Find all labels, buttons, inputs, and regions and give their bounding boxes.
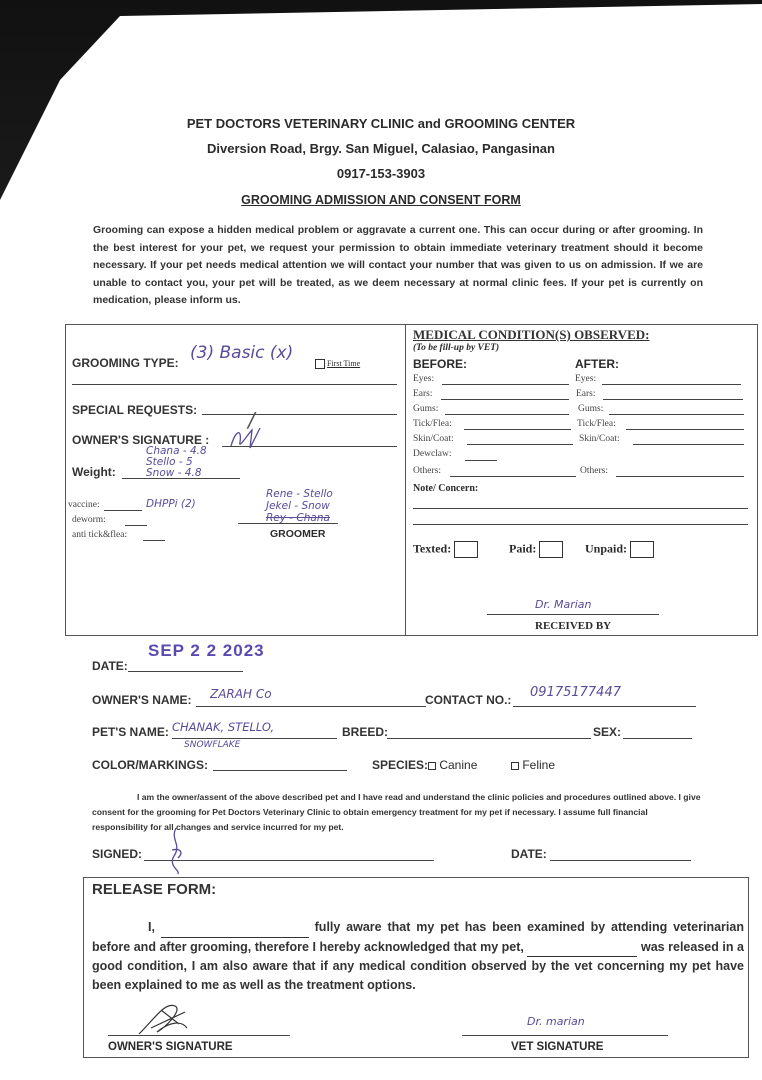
before-skin-label: Skin/Coat:	[413, 434, 454, 444]
canine-checkbox[interactable]	[428, 762, 436, 770]
release-pet-field[interactable]	[527, 938, 637, 958]
panel-divider	[405, 324, 406, 636]
owner-name-label: OWNER'S NAME:	[92, 693, 192, 707]
owner-release-label: OWNER'S SIGNATURE	[108, 1041, 233, 1053]
date-label: DATE:	[92, 659, 128, 673]
after-eyes-label: Eyes:	[575, 374, 597, 384]
vaccine-label: vaccine:	[68, 500, 100, 510]
before-others-field[interactable]	[450, 476, 576, 477]
paid-label: Paid:	[509, 541, 537, 556]
canine-option[interactable]	[428, 758, 477, 772]
weight-entry: Chana - 4.8	[146, 445, 207, 457]
paid-option[interactable]	[509, 541, 563, 558]
before-gums-label: Gums:	[413, 404, 439, 414]
special-requests-field[interactable]	[202, 414, 397, 415]
release-text-2: fully aware that my pet has been examined by attending veterinarian before and after grooming, therefore I hereby acknowledged that my pet,	[92, 920, 744, 954]
clinic-name: PET DOCTORS VETERINARY CLINIC and GROOMING CENTER	[186, 116, 576, 131]
weight-entry: Snow - 4.8	[146, 467, 202, 479]
owner-release-line[interactable]	[108, 1035, 290, 1036]
owner-name-field[interactable]	[196, 706, 426, 707]
unpaid-checkbox[interactable]	[630, 541, 654, 558]
feline-option[interactable]	[511, 758, 555, 772]
first-time-label: First Time	[327, 359, 361, 368]
release-name-field[interactable]	[161, 918, 309, 938]
unpaid-label: Unpaid:	[585, 541, 628, 556]
breed-field[interactable]	[387, 738, 591, 739]
breed-label: BREED:	[342, 725, 389, 739]
signed-signature	[160, 826, 192, 876]
dewclaw-label: Dewclaw:	[413, 449, 452, 459]
after-others-label: Others:	[580, 466, 608, 476]
groomer-notes	[266, 488, 333, 524]
before-gums-field[interactable]	[445, 414, 569, 415]
color-field[interactable]	[213, 770, 347, 771]
grooming-type-label: GROOMING TYPE:	[72, 356, 179, 370]
after-gums-field[interactable]	[609, 414, 744, 415]
first-time-option[interactable]	[315, 359, 360, 369]
sex-label: SEX:	[593, 725, 622, 739]
received-by-label: RECEIVED BY	[535, 620, 612, 632]
after-tick-label: Tick/Flea:	[577, 419, 616, 429]
date-stamp: SEP 2 2 2023	[148, 641, 265, 660]
groomer-note: Rene - Stello	[266, 488, 333, 500]
form-title: GROOMING ADMISSION AND CONSENT FORM	[241, 193, 521, 207]
received-signature: Dr. Marian	[535, 598, 592, 611]
deworm-field[interactable]	[125, 525, 147, 526]
contact-label: CONTACT NO.:	[425, 693, 512, 707]
after-ears-field[interactable]	[603, 399, 743, 400]
pet-name-label: PET'S NAME:	[92, 725, 169, 739]
texted-label: Texted:	[413, 541, 452, 556]
vaccine-field[interactable]	[104, 510, 142, 511]
vet-signature-label: VET SIGNATURE	[511, 1041, 604, 1053]
vet-signature-line[interactable]	[462, 1035, 668, 1036]
groomer-note: Rey - Chana	[266, 512, 330, 524]
contact-value: 09175177447	[530, 685, 621, 700]
canine-label: Canine	[439, 758, 478, 772]
note-line-2[interactable]	[413, 524, 748, 525]
before-eyes-label: Eyes:	[413, 374, 435, 384]
pet-name-field[interactable]	[172, 738, 337, 739]
after-eyes-field[interactable]	[602, 384, 741, 385]
owner-signature-scribble	[226, 424, 266, 454]
after-tick-field[interactable]	[626, 429, 744, 430]
vaccine-value: DHPPi (2)	[146, 498, 196, 510]
pet-name-value-2: SNOWFLAKE	[184, 740, 241, 750]
medical-title: MEDICAL CONDITION(S) OBSERVED:	[413, 327, 650, 342]
release-title: RELEASE FORM:	[92, 881, 217, 898]
before-skin-field[interactable]	[467, 444, 573, 445]
after-skin-field[interactable]	[633, 444, 744, 445]
owner-release-signature	[135, 998, 195, 1040]
release-text-3: was released in a good condition, I am also aware that if any medical condition observed by the vet concerning my pet have been explained to me as well as the treatment options.	[92, 939, 744, 992]
before-tick-field[interactable]	[464, 429, 571, 430]
owner-name-value: ZARAH Co	[210, 687, 272, 701]
pet-name-value: CHANAK, STELLO,	[172, 720, 275, 734]
color-label: COLOR/MARKINGS:	[92, 758, 208, 772]
feline-checkbox[interactable]	[511, 762, 519, 770]
paid-checkbox[interactable]	[539, 541, 563, 558]
pen-mark: /	[248, 408, 255, 432]
after-gums-label: Gums:	[578, 404, 604, 414]
unpaid-option[interactable]	[585, 541, 654, 558]
groomer-field[interactable]	[238, 523, 338, 524]
before-ears-field[interactable]	[441, 399, 569, 400]
consent-paragraph: I am the owner/assent of the above described pet and I have read and understand the clinic policies and procedures outlined above. I give consent for the grooming for Pet Doctors Veterinary Clinic to obtain emergency treatment for my pet if necessary. I assume full financial responsibility for all changes and service incurred for my pet.	[92, 792, 701, 832]
owner-signature-label: OWNER'S SIGNATURE :	[72, 433, 210, 447]
texted-option[interactable]	[413, 541, 478, 558]
signed-label: SIGNED:	[92, 847, 143, 861]
deworm-label: deworm:	[72, 515, 106, 525]
signed-date-field[interactable]	[550, 860, 691, 861]
first-time-checkbox[interactable]	[315, 359, 325, 369]
grooming-type-line	[72, 384, 397, 385]
received-by-line[interactable]	[487, 614, 659, 615]
contact-field[interactable]	[513, 706, 696, 707]
note-label: Note/ Concern:	[413, 483, 479, 494]
release-paragraph	[92, 918, 744, 994]
anti-tick-label: anti tick&flea:	[72, 530, 128, 540]
dewclaw-field[interactable]	[465, 460, 497, 461]
feline-label: Feline	[522, 758, 556, 772]
note-line-1[interactable]	[413, 508, 748, 509]
clinic-address: Diversion Road, Brgy. San Miguel, Calasiao, Pangasinan	[207, 141, 555, 156]
clinic-phone: 0917-153-3903	[336, 166, 426, 181]
before-label: BEFORE:	[413, 357, 467, 371]
weight-values	[146, 446, 207, 479]
before-tick-label: Tick/Flea:	[413, 419, 452, 429]
before-ears-label: Ears:	[413, 389, 433, 399]
after-label: AFTER:	[575, 357, 619, 371]
vet-signature-value: Dr. marian	[527, 1015, 585, 1028]
admission-box	[65, 324, 758, 636]
after-skin-label: Skin/Coat:	[579, 434, 620, 444]
intro-paragraph: Grooming can expose a hidden medical problem or aggravate a current one. This can occur during or after grooming. In the best interest for your pet, we request your permission to obtain immediate veterinary treatment should it become necessary. If your pet needs medical attention we will contact your number that was given to us on admission. If we are unable to contact you, your pet will be treated, as we deem necessary at normal clinic fees. If your pet is currently on medication, please inform us.	[93, 224, 703, 306]
texted-checkbox[interactable]	[454, 541, 478, 558]
date-field[interactable]	[128, 671, 243, 672]
special-requests-label: SPECIAL REQUESTS:	[72, 403, 198, 417]
sex-field[interactable]	[623, 738, 692, 739]
groomer-note: Jekel - Snow	[266, 500, 330, 512]
before-eyes-field[interactable]	[442, 384, 569, 385]
groomer-label: GROOMER	[270, 528, 326, 540]
weight-entry: Stello - 5	[146, 456, 193, 468]
signed-date-label: DATE:	[511, 847, 547, 861]
medical-subtitle: (To be fill-up by VET)	[413, 343, 500, 353]
grooming-type-value[interactable]: (3) Basic (x)	[190, 343, 294, 363]
species-label: SPECIES:	[372, 758, 429, 772]
after-others-field[interactable]	[616, 476, 744, 477]
anti-tick-field[interactable]	[143, 540, 165, 541]
release-text-1: I,	[148, 920, 155, 934]
after-ears-label: Ears:	[576, 389, 596, 399]
weight-label: Weight:	[72, 465, 116, 479]
before-others-label: Others:	[413, 466, 441, 476]
